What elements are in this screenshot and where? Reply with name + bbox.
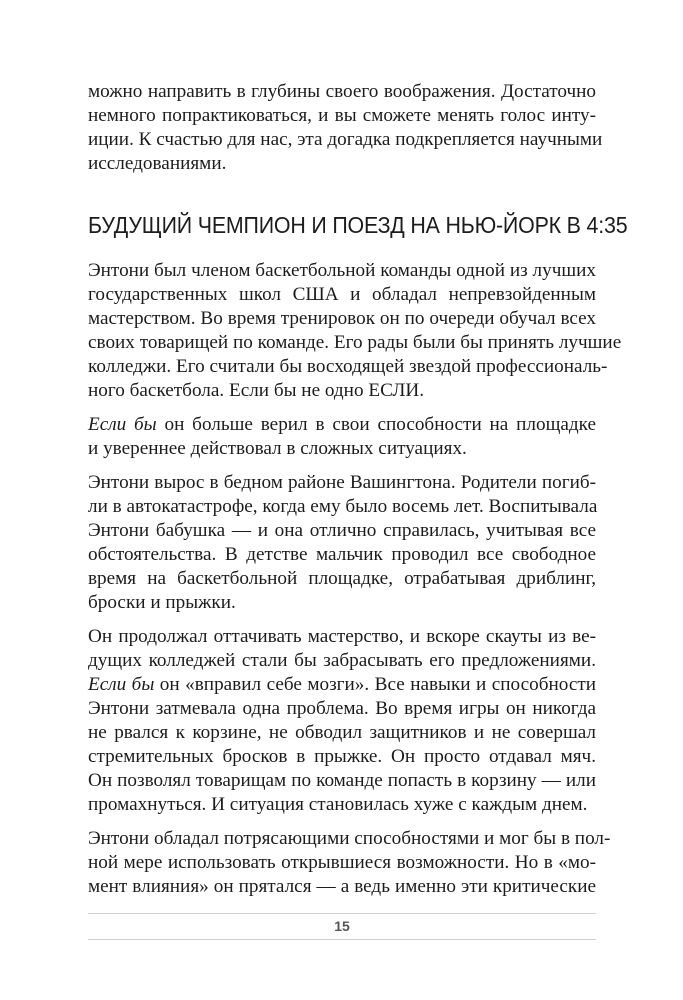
text-fragment: он больше верил в свои способности на площадке: [156, 414, 596, 435]
paragraph-4: [88, 625, 596, 817]
intro-paragraph: [88, 80, 603, 176]
text-line: своих товарищей по команде. Его рады были бы принять лучшие: [88, 332, 622, 353]
italic-phrase: Если бы: [88, 414, 157, 435]
text-line: мастерством. Во время тренировок он по очереди обучал всех: [88, 308, 596, 329]
section-heading: БУДУЩИЙ ЧЕМПИОН И ПОЕЗД НА НЬЮ-ЙОРК В 4:35: [88, 212, 628, 238]
text-line: Энтони бабушка — и она отлично справилась, учитывая все: [88, 520, 596, 541]
text-line: исследованиями.: [88, 153, 227, 174]
text-line: дущих колледжей стали бы забрасывать его предложениями.: [88, 650, 596, 671]
text-line: иции. К счастью для нас, эта догадка подкрепляется научными: [88, 129, 603, 150]
paragraph-2: [88, 413, 596, 461]
text-line: [88, 673, 596, 697]
footer-rule-bottom: [88, 939, 596, 940]
paragraph-1: [88, 259, 622, 403]
text-line: стремительных бросков в прыжке. Он просто отдавал мяч.: [88, 746, 596, 767]
text-line: ли в автокатастрофе, когда ему было восемь лет. Воспитывала: [88, 496, 598, 517]
text-line: ной мере использовать открывшиеся возможности. Но в «мо-: [88, 852, 596, 873]
text-line: и увереннее действовал в сложных ситуациях.: [88, 438, 467, 459]
text-line: колледжи. Его считали бы восходящей звездой профессиональ-: [88, 356, 608, 377]
paragraph-3: [88, 471, 596, 615]
text-line: [88, 413, 596, 437]
text-line: мент влияния» он прятался — а ведь именно эти критические: [88, 876, 596, 897]
text-line: немного попрактиковаться, и вы сможете менять голос инту-: [88, 105, 596, 126]
text-line: Энтони обладал потрясающими способностями и мог бы в пол-: [88, 828, 611, 849]
text-line: ного баскетбола. Если бы не одно ЕСЛИ.: [88, 380, 425, 401]
text-fragment: он «вправил себе мозги». Все навыки и способности: [154, 674, 596, 695]
text-line: не рвался к корзине, не обводил защитников и не совершал: [88, 722, 596, 743]
text-line: можно направить в глубины своего воображения. Достаточно: [88, 81, 596, 102]
italic-phrase: Если бы: [88, 674, 155, 695]
text-line: Он позволял товарищам по команде попасть в корзину — или: [88, 770, 596, 791]
text-line: Энтони затмевала одна проблема. Во время игры он никогда: [88, 698, 596, 719]
page-number: 15: [334, 918, 350, 934]
text-line: государственных школ США и обладал непревзойденным: [88, 284, 596, 305]
text-line: Он продолжал оттачивать мастерство, и вскоре скауты из ве-: [88, 626, 596, 647]
paragraph-5: [88, 827, 611, 899]
text-line: обстоятельства. В детстве мальчик проводил все свободное: [88, 544, 596, 565]
text-line: время на баскетбольной площадке, отрабатывая дриблинг,: [88, 568, 596, 589]
text-line: промахнуться. И ситуация становилась хуже с каждым днем.: [88, 794, 588, 815]
section-body: [88, 259, 622, 899]
text-line: Энтони был членом баскетбольной команды одной из лучших: [88, 260, 596, 281]
text-line: Энтони вырос в бедном районе Вашингтона. Родители погиб-: [88, 472, 596, 493]
text-line: броски и прыжки.: [88, 592, 236, 613]
